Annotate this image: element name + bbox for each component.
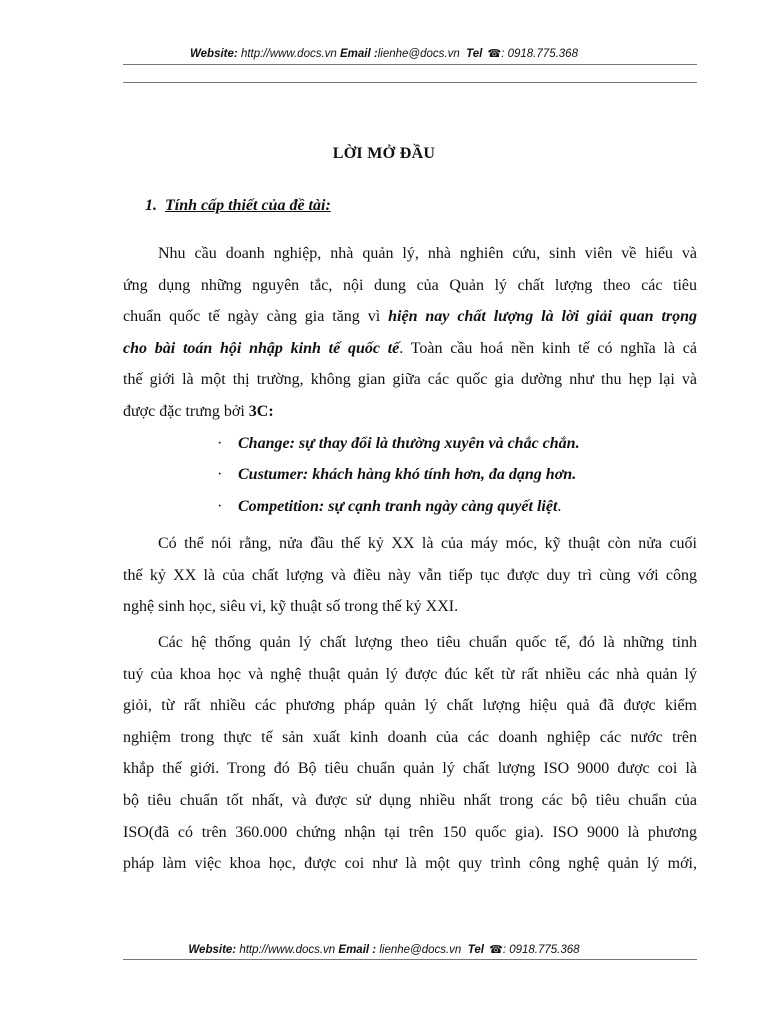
emphasis-text: cho bài toán hội nhập kinh tế quốc tế — [123, 339, 400, 357]
list-item — [123, 428, 697, 460]
paragraph-1 — [123, 238, 697, 522]
paragraph-2 — [123, 528, 697, 623]
emphasis-text: hiện nay chất lượng là lời giải quan trọng — [388, 308, 698, 326]
list-item-tail: . — [557, 497, 562, 515]
text-line: khắp thế giới. Trong đó Bộ tiêu chuẩn quản lý chất lượng ISO 9000 được coi là — [123, 760, 697, 778]
text-line: thế kỷ XX là của chất lượng và điều này vẫn tiếp tục được duy trì cùng với công — [123, 566, 697, 584]
text-line — [123, 396, 697, 428]
header-email-label: Email : — [340, 48, 378, 60]
list-item — [123, 491, 697, 523]
footer-phone: : 0918.775.368 — [502, 944, 580, 956]
section-heading — [145, 197, 331, 215]
list-item-text: Change: sự thay đổi là thường xuyên và chắc chắn. — [238, 434, 580, 452]
footer-divider — [123, 959, 697, 960]
list-item-text — [238, 491, 561, 523]
section-number: 1. — [145, 197, 157, 214]
text-line — [123, 301, 697, 333]
text-line: tuý của khoa học và nghệ thuật quản lý được đúc kết từ rất nhiều các nhà quản lý — [123, 665, 697, 683]
text-line: nghiệm trong thực tế sản xuất kinh doanh của các doanh nghiệp các nước trên — [123, 728, 697, 746]
footer-tel-label: Tel — [467, 944, 484, 956]
footer-email-label: Email : — [338, 944, 377, 956]
header-website-label: Website: — [190, 48, 238, 60]
bullet-marker: · — [217, 497, 223, 515]
text-run: chuẩn quốc tế ngày càng gia tăng vì — [123, 308, 381, 326]
phone-icon: ☎ — [487, 48, 502, 60]
page-footer — [0, 943, 768, 956]
footer-website-link[interactable]: http://www.docs.vn — [239, 944, 336, 956]
text-line: Có thể nói rằng, nửa đầu thế kỷ XX là của máy móc, kỹ thuật còn nửa cuối — [158, 535, 697, 552]
list-item — [123, 459, 697, 491]
document-title: LỜI MỞ ĐẦU — [332, 145, 436, 162]
phone-icon: ☎ — [489, 944, 503, 956]
header-website-link[interactable]: http://www.docs.vn — [240, 48, 337, 60]
text-line: Các hệ thống quản lý chất lượng theo tiêu chuẩn quốc tế, đó là những tinh — [158, 634, 697, 651]
footer-email-link[interactable]: lienhe@docs.vn — [379, 944, 462, 956]
paragraph-3 — [123, 627, 697, 880]
list-item-text: Custumer: khách hàng khó tính hơn, đa dạng hơn. — [238, 466, 577, 484]
bold-text: 3C: — [248, 402, 274, 420]
bullet-marker: · — [217, 466, 223, 484]
header-divider — [123, 64, 697, 65]
section-title: Tính cấp thiết của đề tài: — [165, 197, 331, 214]
footer-website-label: Website: — [188, 944, 237, 956]
list-item-text-emph: Competition: sự cạnh tranh ngày càng quyết liệt — [238, 497, 558, 515]
text-run: . Toàn cầu hoá nền kinh tế có nghĩa là cả — [399, 339, 698, 357]
text-line: giỏi, từ rất nhiều các phương pháp quản lý chất lượng hiệu quả đã được kiểm — [123, 697, 697, 715]
text-line: nghệ sinh học, siêu vi, kỹ thuật số trong thế kỷ XXI. — [123, 598, 459, 616]
text-line — [123, 333, 697, 365]
header-divider-2 — [123, 82, 697, 83]
text-line: ISO(đã có trên 360.000 chứng nhận tại trên 150 quốc gia). ISO 9000 là phương — [123, 823, 697, 841]
text-run: được đặc trưng bởi — [123, 402, 245, 420]
text-line: ứng dụng những nguyên tắc, nội dung của Quản lý chất lượng theo các tiêu — [123, 276, 697, 294]
text-line: bộ tiêu chuẩn tốt nhất, và được sử dụng nhiều nhất trong các bộ tiêu chuẩn của — [123, 791, 697, 809]
header-tel-label: Tel — [466, 48, 483, 60]
text-line: pháp làm việc khoa học, được coi như là một quy trình công nghệ quản lý mới, — [123, 855, 697, 873]
page-header — [0, 47, 768, 60]
text-line: thế giới là một thị trường, không gian giữa các quốc gia dường như thu hẹp lại và — [123, 371, 697, 389]
header-email-link[interactable]: lienhe@docs.vn — [377, 48, 460, 60]
bullet-marker: · — [217, 434, 223, 452]
text-line: Nhu cầu doanh nghiệp, nhà quản lý, nhà nghiên cứu, sinh viên về hiểu và — [158, 245, 697, 262]
header-phone: : 0918.775.368 — [501, 48, 578, 60]
